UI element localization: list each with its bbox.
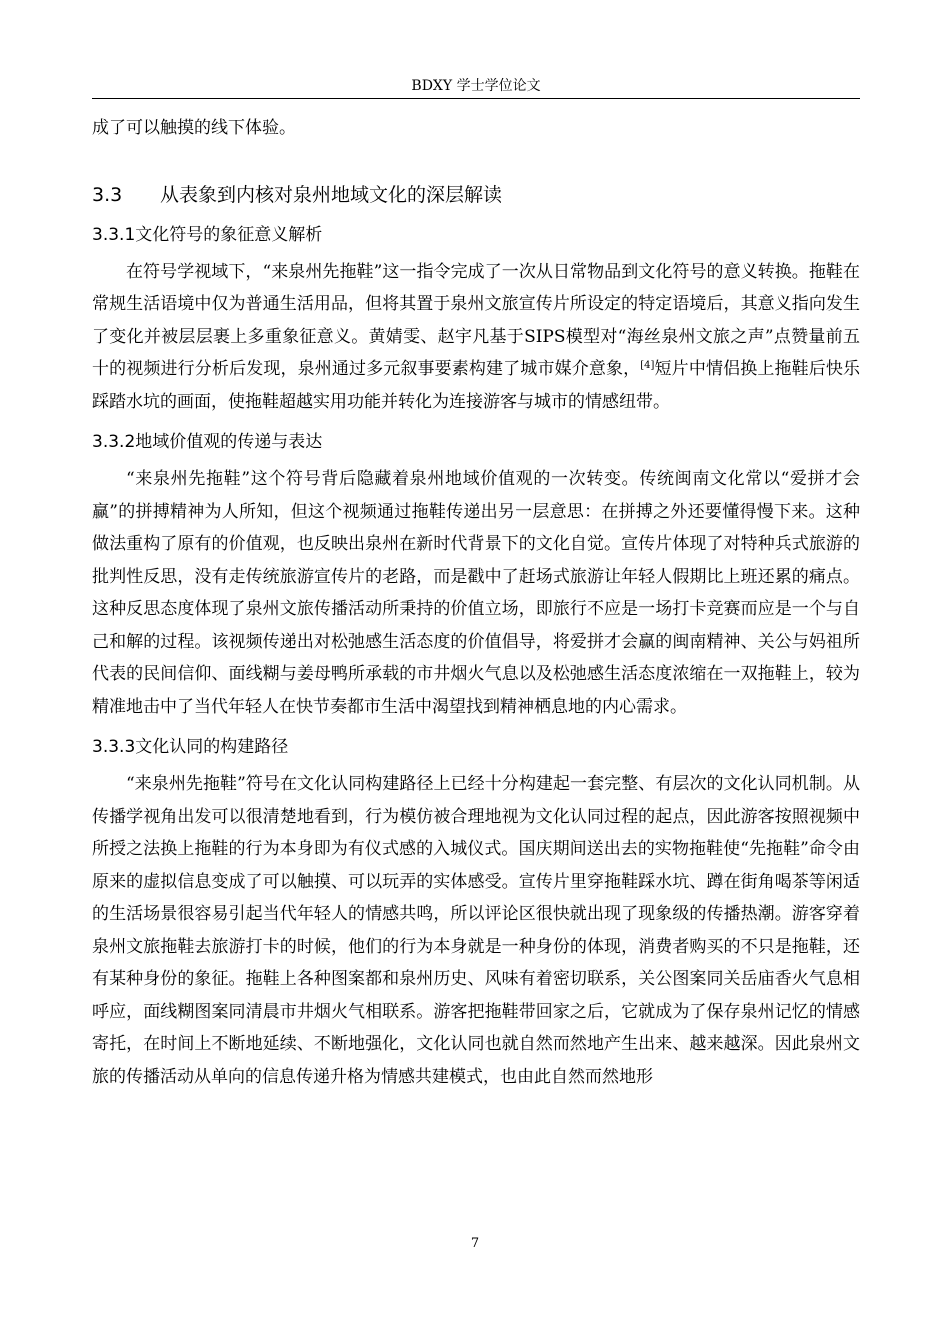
page-number: 7	[470, 1236, 480, 1251]
subsection-title: 文化认同的构建路径	[135, 737, 289, 757]
subsection-number: 3.3.1	[92, 224, 136, 245]
continuation-paragraph: 成了可以触摸的线下体验。	[92, 118, 296, 138]
paragraph-text: 短片中情侣换上拖鞋后快乐踩踏水坑的画面，使拖鞋超越实用功能并转化为连接游客与城市的情感纽带。	[92, 359, 861, 412]
subsection-number: 3.3.3	[92, 737, 136, 757]
subsection-heading-2	[92, 428, 860, 456]
paragraph-3-3-3: “来泉州先拖鞋”符号在文化认同构建路径上已经十分构建起一套完整、有层次的文化认同机制。从传播学视角出发可以很清楚地看到，行为模仿被合理地视为文化认同过程的起点，因此游客按照视频中所授之法换上拖鞋的行为本身即为有仪式感的入城仪式。国庆期间送出去的实物拖鞋使“先拖鞋”命令由原来的虚拟信息变成了可以触摸、可以玩弄的实体感受。宣传片里穿拖鞋踩水坑、蹲在街角喝茶等闲适的生活场景很容易引起当代年轻人的情感共鸣，所以评论区很快就出现了现象级的传播热潮。游客穿着泉州文旅拖鞋去旅游打卡的时候，他们的行为本身就是一种身份的体现，消费者购买的不只是拖鞋，还有某种身份的象征。拖鞋上各种图案都和泉州历史、风味有着密切联系，关公图案同关岳庙香火气息相呼应，面线糊图案同清晨市井烟火气相联系。游客把拖鞋带回家之后，它就成为了保存泉州记忆的情感寄托，在时间上不断地延续、不断地强化，文化认同也就自然而然地产生出来、越来越深。因此泉州文旅的传播活动从单向的信息传递升格为情感共建模式，也由此自然而然地形	[92, 774, 860, 1087]
running-header: BDXY 学士学位论文	[92, 74, 860, 99]
subsection-title: 地域价值观的传递与表达	[135, 432, 323, 452]
subsection-title: 文化符号的象征意义解析	[135, 224, 323, 245]
section-number: 3.3	[92, 183, 123, 206]
citation-ref: [4]	[640, 360, 655, 371]
subsection-heading-1	[92, 221, 860, 249]
subsection-heading-3	[92, 733, 860, 761]
paragraph-3-3-2: “来泉州先拖鞋”这个符号背后隐藏着泉州地域价值观的一次转变。传统闽南文化常以“爱拼才会赢”的拼搏精神为人所知，但这个视频通过拖鞋传递出另一层意思：在拼搏之外还要懂得慢下来。这种做法重构了原有的价值观，也反映出泉州在新时代背景下的文化自觉。宣传片体现了对特种兵式旅游的批判性反思，没有走传统旅游宣传片的老路，而是戳中了赶场式旅游让年轻人假期比上班还累的痛点。这种反思态度体现了泉州文旅传播活动所秉持的价值立场，即旅行不应是一场打卡竞赛而应是一个与自己和解的过程。该视频传递出对松弛感生活态度的价值倡导，将爱拼才会赢的闽南精神、关公与妈祖所代表的民间信仰、面线糊与姜母鸭所承载的市井烟火气息以及松弛感生活态度浓缩在一双拖鞋上，较为精准地击中了当代年轻人在快节奏都市生活中渴望找到精神栖息地的内心需求。	[92, 469, 860, 717]
paragraph-text: 在符号学视域下，“来泉州先拖鞋”这一指令完成了一次从日常物品到文化符号的意义转换。拖鞋在常规生活语境中仅为普通生活用品，但将其置于泉州文旅宣传片所设定的特定语境后，其意义指向发生了变化并被层层裹上多重象征意义。黄婧雯、赵宇凡基于SIPS模型对“海丝泉州文旅之声”点赞量前五十的视频进行分析后发现，泉州通过多元叙事要素构建了城市媒介意象，	[92, 261, 860, 379]
section-heading	[92, 181, 860, 209]
paragraph-3-3-1	[92, 256, 860, 419]
subsection-number: 3.3.2	[92, 432, 136, 452]
section-title: 从表象到内核对泉州地域文化的深层解读	[160, 183, 503, 206]
page-body	[92, 112, 860, 1093]
